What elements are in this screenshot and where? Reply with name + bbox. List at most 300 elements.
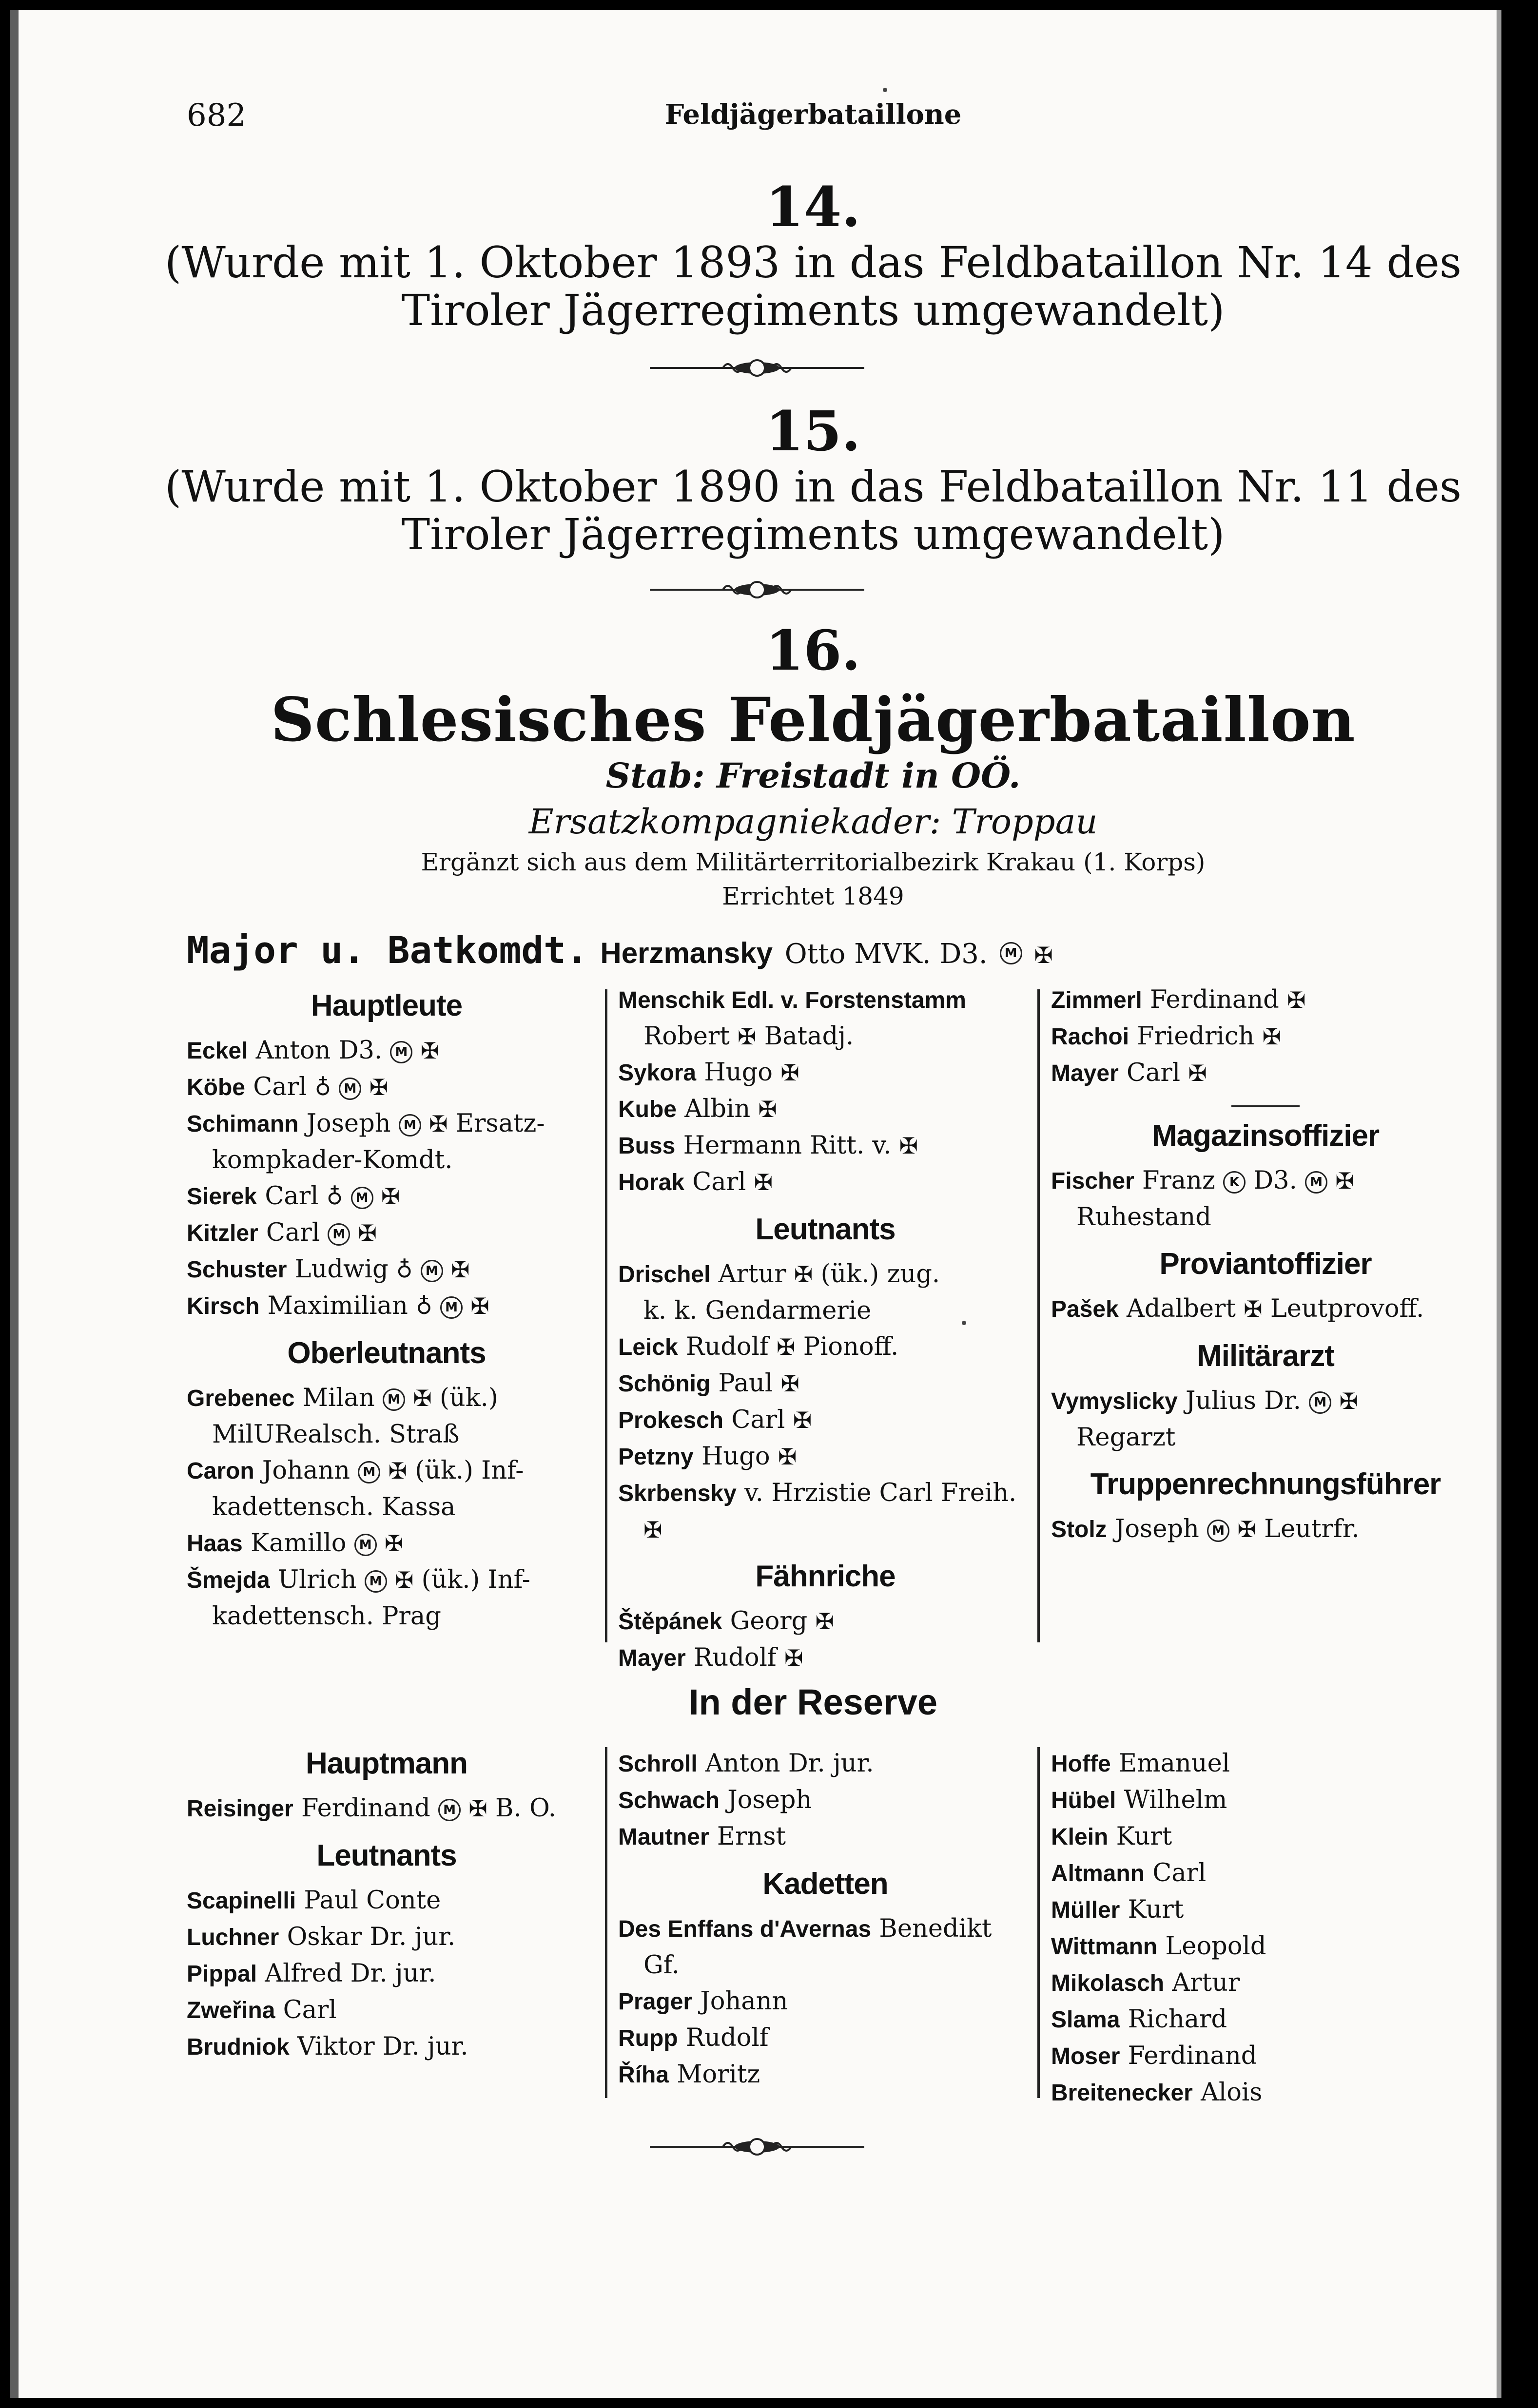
list-item [618,1911,1032,1947]
speck [962,1321,966,1325]
list-item [187,1288,586,1325]
short-rule [1231,1105,1300,1107]
officer-name: Hübel [1051,1788,1116,1813]
list-item [1051,1892,1480,1928]
note-word: (Wurde [165,237,325,288]
officer-detail: Ferdinand [1128,2042,1257,2070]
note-word: 14 [1318,237,1373,288]
ornament-divider [19,2137,1496,2157]
officer-name: Mayer [618,1645,686,1671]
officer-detail: Ferdinand [1149,985,1279,1014]
medal-icon: M [339,1078,361,1100]
list-item [187,1252,586,1288]
section-14-number: 14. [765,175,861,239]
cross-icon: ✠ [778,1444,797,1470]
list-item [618,1329,1032,1366]
officer-name: Slama [1051,2007,1120,2033]
officer-detail: Joseph [1114,1515,1199,1543]
continuation-line [187,1599,586,1635]
officer-name: Stolz [1051,1517,1107,1542]
officer-detail: D3. [1253,1166,1297,1195]
cross-icon: ✠ [429,1111,448,1137]
note-word: in [794,462,836,512]
cross-icon: ✠ [384,1530,404,1557]
list-item [618,1439,1032,1475]
officer-detail: Paul Conte [304,1886,441,1915]
officer-detail: Carl [731,1406,785,1434]
officer-detail: Ersatz- [455,1109,545,1138]
heading-fahnriche: Fähnriche [755,1560,896,1593]
officer-detail: (ük.) zug. [820,1260,940,1289]
officer-detail: Carl [253,1073,307,1101]
officer-detail: Oskar Dr. jur. [287,1923,456,1951]
officer-detail: Hermann Ritt. v. [683,1131,892,1160]
officer-detail: Ulrich [277,1565,357,1594]
spacer [1051,1735,1480,1746]
officer-name: Horak [618,1170,685,1195]
list-item [187,1453,586,1489]
section-15-note: (Wurde mit 1. Oktober 1890 in das Feldbataillon Nr. 11 des Tiroler Jägerregiments umgewandelt) [165,462,1461,559]
list-item [1051,2075,1480,2111]
officer-detail: Leutprovoff. [1270,1294,1424,1323]
officer-detail: Carl [1152,1859,1207,1888]
officer-name: Buss [618,1133,676,1159]
officer-name: Eckel [187,1038,248,1064]
list-item [618,1128,1032,1164]
heading-militararzt: Militärarzt [1197,1339,1334,1373]
note-word: 1893 [671,237,780,288]
note-word: 1. [424,462,466,512]
decoration-knot-icon: ♁ [396,1256,413,1283]
officer-name: Rachoi [1051,1024,1129,1050]
note-word: Oktober [479,237,657,288]
medal-icon: M [1000,942,1022,964]
officer-detail: Hugo [704,1058,773,1087]
officer-name: Köbe [187,1075,245,1100]
ersatz-line: Ersatzkompagniekader: Troppau [528,802,1098,842]
officer-detail: Joseph [727,1786,812,1814]
officer-name: Sierek [187,1184,257,1210]
medal-icon: M [438,1799,461,1821]
officer-detail: Friedrich [1137,1022,1255,1051]
officer-detail: Rudolf [685,2023,769,2052]
list-item [1051,2038,1480,2075]
list-item [187,1178,586,1215]
spacer [1051,977,1480,982]
medal-icon: M [1305,1171,1327,1194]
cross-icon: ✠ [899,1133,918,1159]
officer-detail: Georg [730,1607,808,1636]
officer-detail: Wilhelm [1124,1786,1227,1814]
officer-name: Brudniok [187,2034,290,2060]
list-item [1051,1782,1480,1819]
list-item [187,1883,586,1919]
officer-name: Sykora [618,1060,697,1086]
officer-detail: Anton Dr. jur. [705,1749,874,1778]
officer-name: Rupp [618,2025,678,2051]
officer-detail: kadettensch. Kassa [212,1493,456,1522]
list-item [187,1106,586,1142]
note-word: Feldbataillon [938,462,1223,512]
officer-detail: Kamillo [250,1529,347,1558]
officer-name: Zimmerl [1051,987,1142,1013]
column-active-2 [618,977,1032,1676]
cross-icon: ✠ [420,1038,440,1064]
list-item [618,982,1032,1019]
section-15-number: 15. [765,400,861,463]
officer-name: Fischer [1051,1168,1134,1194]
officer-detail: Leopold [1165,1932,1266,1961]
column-divider [1037,989,1040,1642]
officer-name: Hoffe [1051,1751,1111,1777]
cross-icon: ✠ [793,1407,812,1433]
heading-truppenrechnungsfuhrer: Truppenrechnungsführer [1090,1467,1441,1501]
list-item [1051,1928,1480,1965]
officer-name: Zweřina [187,1998,275,2023]
note-word: das [849,462,925,512]
cross-icon: ✠ [815,1608,835,1635]
cross-icon: ✠ [643,1517,662,1543]
officer-name: Prager [618,1989,693,2015]
heading-leutnants: Leutnants [755,1213,896,1246]
list-item [1051,1746,1480,1782]
column-divider [605,1747,607,2098]
officer-detail: Moritz [677,2060,760,2089]
officer-name: Leick [618,1334,678,1360]
heading-proviantoffizier: Proviantoffizier [1159,1247,1372,1281]
officer-name: Kirsch [187,1293,260,1319]
medal-icon: M [351,1187,373,1209]
cross-icon: ✠ [388,1458,407,1484]
officer-detail: B. O. [495,1794,556,1823]
k-medal-icon: K [1223,1171,1246,1194]
cross-icon: ✠ [738,1023,757,1050]
list-item [187,1919,586,1956]
continuation-line [1051,1199,1480,1235]
officer-name: Schwach [618,1788,720,1813]
officer-detail: Viktor Dr. jur. [297,2032,468,2061]
continuation-line [187,1417,586,1453]
officer-name: Klein [1051,1824,1109,1850]
officer-name: Mautner [618,1824,709,1850]
list-item [187,1562,586,1599]
cross-icon: ✠ [1188,1060,1207,1086]
medal-icon: M [328,1223,350,1246]
officer-detail: Pionoff. [803,1332,899,1361]
officer-detail: Kurt [1116,1822,1172,1851]
officer-name: Pašek [1051,1296,1119,1322]
speck [883,88,887,92]
officer-name: Petzny [618,1444,694,1470]
list-item [187,2029,586,2065]
cross-icon: ✠ [381,1183,400,1210]
officer-name: Prokesch [618,1407,724,1433]
officer-detail: Carl [283,1996,337,2024]
officer-detail: Carl [692,1168,746,1196]
list-item [618,1055,1032,1091]
list-item [1051,1163,1480,1199]
officer-detail: Robert [643,1022,730,1051]
heading-oberleutnants: Oberleutnants [287,1336,486,1370]
medal-icon: M [399,1114,421,1137]
officer-detail: Maximilian [267,1291,408,1320]
column-divider [605,989,607,1642]
heading-hauptmann: Hauptmann [306,1747,467,1780]
officer-name: Kitzler [187,1220,258,1246]
officer-detail: (ük.) [439,1384,498,1412]
note-word: Nr. [1237,462,1304,512]
list-item [618,1366,1032,1402]
list-item [187,1992,586,2029]
officer-name: Mikolasch [1051,1970,1165,1996]
list-item [618,2020,1032,2057]
list-item [1051,1019,1480,1055]
column-reserve-1 [187,1735,586,2065]
cross-icon: ✠ [1335,1168,1354,1194]
officer-name: Moser [1051,2043,1120,2069]
note-word: Nr. [1237,237,1304,288]
officer-detail: Artur [718,1260,786,1289]
note-word: 1890 [671,462,780,512]
continuation-line [618,1512,1032,1548]
officer-detail: Joseph [306,1109,391,1138]
list-item [1051,1855,1480,1892]
officer-name: Breitenecker [1051,2080,1193,2106]
officer-name: Pippal [187,1961,257,1987]
list-item [1051,1383,1480,1420]
cross-icon: ✠ [450,1256,470,1283]
officer-detail: Paul [718,1369,773,1398]
officer-detail: Ferdinand [301,1794,430,1823]
page-number: 682 [187,97,247,134]
officer-name: Wittmann [1051,1934,1158,1960]
heading-leutnants-reserve: Leutnants [316,1839,457,1872]
officer-detail: MilURealsch. Straß [212,1420,460,1449]
ergaenzt-line: Ergänzt sich aus dem Militärterritorialbezirk Krakau (1. Korps) [421,848,1206,876]
continuation-line [187,1489,586,1525]
column-active-3 [1051,977,1480,1548]
medal-icon: M [1207,1520,1229,1542]
officer-name: Schönig [618,1371,711,1397]
officer-name: Luchner [187,1925,279,1950]
cross-icon: ✠ [394,1567,414,1593]
medal-icon: M [421,1260,443,1282]
list-item [618,2057,1032,2093]
list-item [618,1091,1032,1128]
reserve-heading: In der Reserve [688,1682,938,1722]
cross-icon: ✠ [794,1261,813,1288]
note-word: 11 [1318,462,1373,512]
decoration-knot-icon: ♁ [314,1074,331,1100]
cross-icon: ✠ [784,1645,803,1671]
officer-name: Schroll [618,1751,698,1777]
officer-detail: Anton D3. [255,1036,383,1065]
medal-icon: M [440,1296,463,1319]
officer-name: Drischel [618,1262,711,1288]
cross-icon: ✠ [468,1795,487,1822]
officer-name: Mayer [1051,1060,1119,1086]
list-item [1051,1511,1480,1548]
cross-icon: ✠ [754,1169,773,1195]
list-item [187,1791,586,1827]
officer-detail: v. Hrzistie Carl Freih. [744,1479,1017,1507]
list-item [618,1256,1032,1293]
officer-detail: Regarzt [1076,1423,1176,1452]
officer-detail: Alfred Dr. jur. [265,1959,436,1988]
officer-detail: Ernst [717,1822,786,1851]
note-word: des [1386,462,1461,512]
continuation-line [187,1142,586,1178]
list-item [618,1603,1032,1640]
officer-name: Šmejda [187,1567,270,1593]
cross-icon: ✠ [780,1370,799,1397]
running-title: Feldjägerbataillone [664,98,962,131]
note-word: mit [339,237,411,288]
list-item [618,1984,1032,2020]
officer-name: Des Enffans d'Avernas [618,1916,872,1942]
list-item [187,1069,586,1106]
list-item [1051,1965,1480,2002]
officer-name: Caron [187,1458,254,1484]
list-item [187,1956,586,1992]
officer-detail: Batadj. [764,1022,854,1051]
cross-icon: ✠ [1244,1296,1263,1322]
medal-icon: M [390,1041,412,1063]
officer-detail: Milan [302,1384,375,1412]
officer-name: Scapinelli [187,1888,296,1914]
cross-icon: ✠ [1237,1516,1256,1542]
cross-icon: ✠ [1287,987,1306,1013]
officer-detail: Carl [265,1182,319,1211]
decoration-knot-icon: ♁ [326,1183,343,1210]
officer-detail: Ruhestand [1076,1203,1211,1232]
officer-detail: Benedikt [879,1914,992,1943]
officer-detail: Carl [266,1218,320,1247]
cross-icon: ✠ [776,1334,796,1360]
officer-detail: Adalbert [1127,1294,1236,1323]
officer-detail: kompkader-Komdt. [212,1146,453,1175]
continuation-line [1051,1420,1480,1456]
note-word: Oktober [479,462,657,512]
medal-icon: M [365,1570,387,1593]
continuation-line [618,1019,1032,1055]
section-14-note: (Wurde mit 1. Oktober 1893 in das Feldbataillon Nr. 14 des Tiroler Jägerregiments umgewandelt) [165,237,1461,335]
ornament-divider [19,580,1496,599]
list-item [187,1215,586,1252]
spacer [618,977,1032,982]
medal-icon: M [358,1461,380,1483]
officer-detail: Richard [1128,2005,1227,2034]
ornament-divider [19,358,1496,378]
note-word: des [1386,237,1461,288]
cross-icon: ✠ [758,1096,777,1122]
list-item [1051,1819,1480,1855]
list-item [618,1475,1032,1512]
document-page [10,10,1501,2398]
officer-detail: Rudolf [693,1643,777,1672]
officer-detail: k. k. Gendarmerie [643,1296,872,1325]
list-item [618,1746,1032,1782]
decoration-knot-icon: ♁ [416,1293,432,1319]
list-item [187,1033,586,1069]
officer-name: Grebenec [187,1386,295,1411]
officer-detail: Julius Dr. [1185,1387,1302,1415]
list-item [618,1782,1032,1819]
officer-detail: Emanuel [1118,1749,1230,1778]
stab-line: Stab: Freistadt in OÖ. [605,755,1021,796]
heading-hauptleute: Hauptleute [311,989,463,1022]
cross-icon: ✠ [1034,942,1053,968]
officer-name: Altmann [1051,1861,1145,1887]
note-word: mit [339,462,411,512]
officer-name: Říha [618,2062,669,2088]
spacer [618,1735,1032,1746]
note-word: Feldbataillon [938,237,1223,288]
column-active-1 [187,977,586,1635]
continuation-line [618,1293,1032,1329]
cross-icon: ✠ [780,1060,799,1086]
officer-name: Reisinger [187,1796,293,1822]
officer-name: Menschik Edl. v. Forstenstamm [618,987,966,1013]
column-reserve-2 [618,1735,1032,2093]
cross-icon: ✠ [470,1293,489,1319]
officer-name: Skrbensky [618,1481,737,1506]
section-16-number: 16. [765,619,861,683]
cross-icon: ✠ [413,1385,432,1411]
officer-detail: Alois [1201,2078,1263,2107]
major-line: Major u. Batkomdt. Herzmansky Otto MVK. D3. M ✠ [187,928,1053,972]
errichtet-line: Errichtet 1849 [722,882,904,910]
medal-icon: M [354,1534,377,1556]
officer-detail: Hugo [701,1442,770,1471]
list-item [1051,1055,1480,1092]
officer-detail: Johann [700,1987,788,2016]
cross-icon: ✠ [1339,1388,1358,1414]
list-item [187,1380,586,1417]
officer-detail: Kurt [1128,1895,1184,1924]
officer-detail: Rudolf [685,1332,769,1361]
list-item [618,1819,1032,1855]
cross-icon: ✠ [369,1074,389,1100]
note-word: 1. [424,237,466,288]
officer-name: Kube [618,1097,677,1122]
list-item [618,1164,1032,1201]
list-item [1051,2002,1480,2038]
officer-detail: Ludwig [294,1255,389,1284]
battalion-title: Schlesisches Feldjägerbataillon [271,685,1356,755]
officer-detail: Johann [262,1456,350,1485]
continuation-line [618,1947,1032,1984]
cross-icon: ✠ [358,1220,377,1246]
officer-name: Štěpánek [618,1609,722,1635]
note-word: (Wurde [165,462,325,512]
officer-name: Schuster [187,1257,287,1283]
officer-name: Vymyslicky [1051,1388,1178,1414]
officer-detail: (ük.) Inf- [415,1456,524,1485]
list-item [187,1525,586,1562]
list-item [618,1640,1032,1676]
officer-detail: (ük.) Inf- [421,1565,530,1594]
note-word: in [794,237,836,288]
heading-kadetten: Kadetten [762,1867,888,1901]
list-item [618,1402,1032,1439]
officer-detail: Leutrfr. [1264,1515,1360,1543]
list-item [1051,982,1480,1019]
officer-detail: Carl [1126,1059,1181,1087]
heading-magazinsoffizier: Magazinsoffizier [1151,1119,1380,1153]
note-word: das [849,237,925,288]
officer-name: Schimann [187,1111,299,1137]
